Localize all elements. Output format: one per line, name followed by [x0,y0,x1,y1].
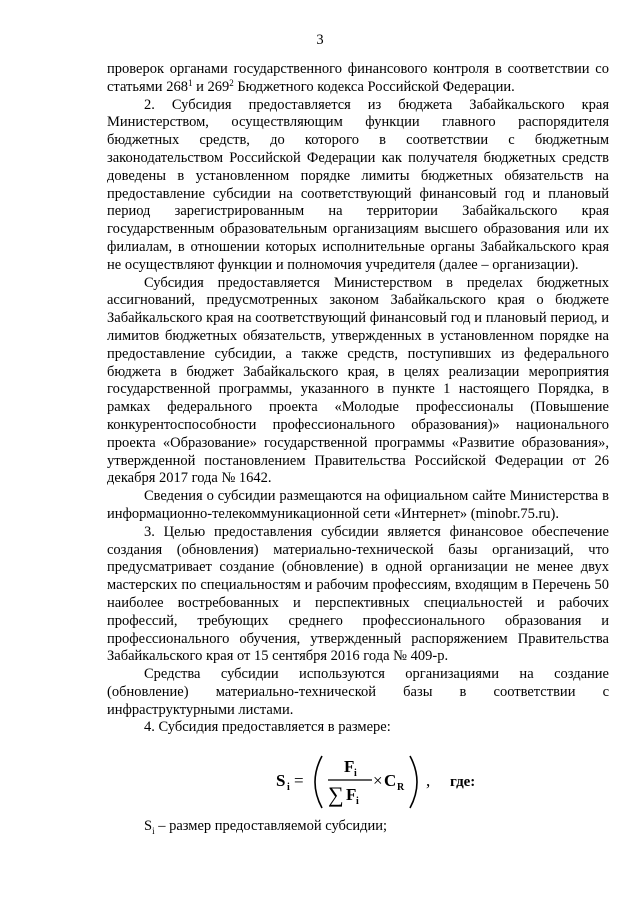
definition-text: – размер предоставляемой субсидии; [154,818,388,834]
sum-symbol: ∑ [328,782,344,807]
paragraph-text: Бюджетного кодекса Российской Федерации. [233,78,515,95]
formula-equals: = [294,771,304,790]
left-paren [315,756,322,808]
paragraph-subsidy-source: 2. Субсидия предоставляется из бюджета Забайкальского края Министерством, осуществляющим функции главного распорядителя бюджетных средств, до которого в соответствии с бюджетным законодательством Российской Федерации как получателя бюджетных средств доведены в установленном порядке лимиты бюджетных обязательств на предоставление субсидии на соответствующий финансовый год и плановый период зарегистрированным на территории Забайкальского края государственным образовательным организациям высшего образования или их филиалам, в отношении которых исполнительные органы Забайкальского края не осуществляют функции и полномочия учредителя (далее – организации). [107,96,609,273]
formula-comma: , [426,771,431,790]
paragraph-amount: 4. Субсидия предоставляется в размере: [144,719,391,736]
formula-factor-sub: R [397,782,405,793]
definition-symbol: S [144,818,153,834]
document-body [107,61,609,737]
formula-numerator-sub: i [354,768,357,779]
paragraph-purpose: 3. Целью предоставления субсидии является финансовое обеспечение создания (обновления) материально-технической базы организаций, что предусматривает создание (обновление) в одной организации не менее двух мастерских по специальностям и рабочим профессиям, входящим в Перечень 50 наиболее востребованных и перспективных специальностей и рабочих профессий, требующих среднего профессионального образования и профессионального обучения, утвержденный распоряжением Правительства Забайкальского края от 15 сентября 2016 года № 409-р. [107,523,609,665]
page-number: 3 [316,32,324,48]
paragraph-continuation [107,61,609,97]
superscript: 2 [229,77,234,88]
paragraph-text: проверок органами государственного финансового контроля в соответствии со статьями 268 [107,61,609,95]
superscript: 1 [187,77,193,88]
definition-subscript: i [152,825,155,836]
variable-definition [144,818,387,836]
paragraph-subsidy-limits: Субсидия предоставляется Министерством в пределах бюджетных ассигнований, предусмотренных законом Забайкальского края о бюджете Забайкальского края на соответствующий финансовый год и плановый период, и лимитов бюджетных обязательств, утвержденных в установленном порядке на предоставление субсидии, а также средств, поступивших из федерального бюджета в бюджет Забайкальского края, в целях реализации мероприятия государственной программы, указанного в пункте 1 настоящего Порядка, в рамках федерального проекта «Молодые профессионалы (Повышение конкурентоспособности профессионального образования)» национального проекта «Образование» государственной программы «Развитие образования», утвержденной постановлением Правительства Российской Федерации от 26 декабря 2017 года № 1642. [107,274,609,487]
formula-times: × [373,771,383,790]
formula-where: где: [450,774,476,790]
subsidy-formula [270,752,530,812]
formula-lhs: S [276,771,286,790]
formula-denominator: F [346,785,357,804]
formula-lhs-sub: i [287,782,290,793]
formula-numerator: F [344,757,355,776]
paragraph-text: и 269 [192,78,230,95]
formula-denominator-sub: i [356,796,359,807]
paragraph-website-info: Сведения о субсидии размещаются на официальном сайте Министерства в информационно-телекоммуникационной сети «Интернет» (minobr.75.ru). [107,488,609,522]
right-paren [410,756,417,808]
formula-factor: C [384,771,397,790]
paragraph-usage: Средства субсидии используются организациями на создание (обновление) материально-технической базы в соответствии с инфраструктурными листами. [107,666,609,718]
